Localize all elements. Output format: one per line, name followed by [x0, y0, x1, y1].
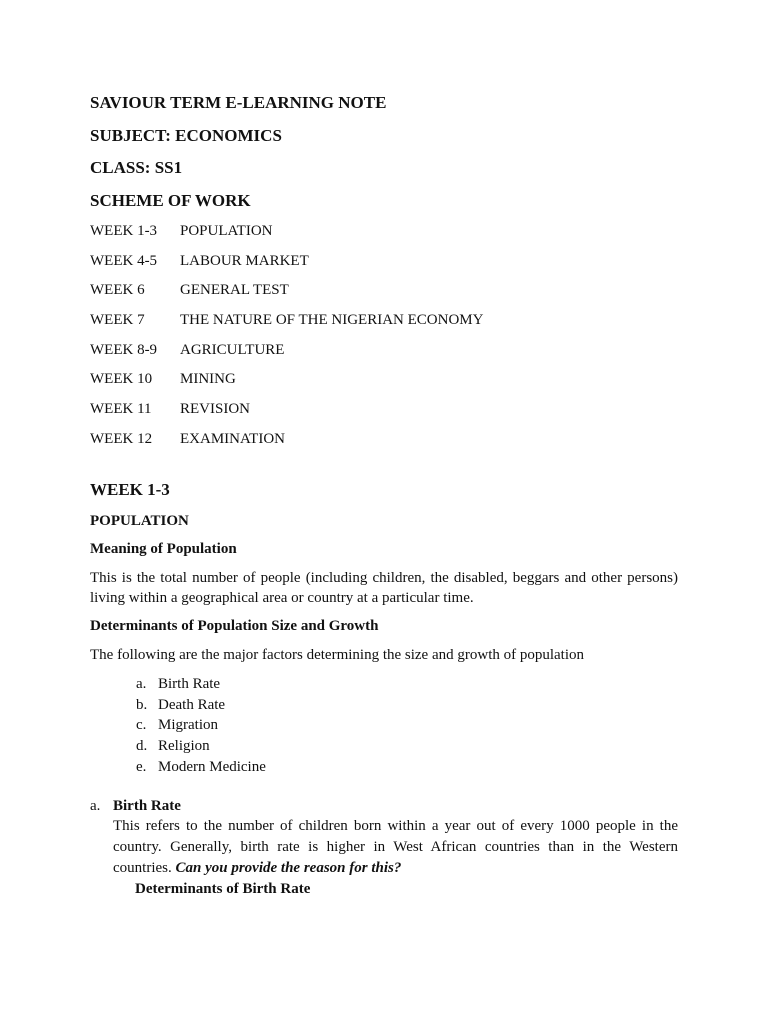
scheme-week: WEEK 4-5	[90, 252, 158, 269]
scheme-week: WEEK 10	[90, 371, 153, 388]
scheme-topic: POPULATION	[180, 223, 273, 239]
note-title: SAVIOUR TERM E-LEARNING NOTE	[90, 93, 387, 112]
document-page	[90, 90, 678, 899]
scheme-week: WEEK 7	[90, 312, 145, 329]
scheme-week: WEEK 8-9	[90, 341, 158, 358]
list-item	[136, 715, 678, 736]
scheme-topic: GENERAL TEST	[180, 282, 289, 299]
class-line: CLASS: SS1	[90, 158, 183, 177]
birth-rate-heading: Birth Rate	[113, 798, 181, 815]
birth-rate-text: This refers to the number of children born within a year out of every 1000 people in the country. Generally, birth rate is higher in West African countries than in the Western countries.	[113, 818, 678, 877]
scheme-row	[90, 252, 678, 270]
scheme-row	[90, 400, 678, 418]
scheme-week: WEEK 12	[90, 430, 153, 447]
scheme-topic: MINING	[180, 371, 236, 388]
list-item	[136, 736, 678, 757]
scheme-topic: REVISION	[180, 401, 250, 418]
scheme-title: SCHEME OF WORK	[90, 191, 251, 210]
scheme-row	[90, 370, 678, 388]
scheme-of-work-list	[90, 222, 678, 448]
list-item-label: Birth Rate	[158, 675, 221, 692]
section-body	[113, 796, 678, 899]
scheme-row	[90, 311, 678, 329]
meaning-heading: Meaning of Population	[90, 540, 237, 557]
birth-rate-determinants-heading: Determinants of Birth Rate	[135, 881, 311, 898]
list-marker: b.	[136, 696, 148, 713]
birth-rate-section	[90, 796, 678, 899]
list-item-label: Death Rate	[158, 696, 226, 713]
week-heading: WEEK 1-3	[90, 479, 170, 499]
scheme-row	[90, 281, 678, 299]
subject-line: SUBJECT: ECONOMICS	[90, 126, 282, 145]
scheme-week: WEEK 6	[90, 282, 145, 299]
meaning-paragraph: This is the total number of people (including children, the disabled, beggars and other persons) living within a geographical area or country at a particular time.	[90, 569, 678, 606]
list-item	[136, 695, 678, 716]
scheme-row	[90, 341, 678, 359]
determinants-heading: Determinants of Population Size and Growth	[90, 617, 379, 634]
list-item-label: Migration	[158, 717, 218, 734]
scheme-topic: AGRICULTURE	[180, 341, 285, 358]
determinants-intro: The following are the major factors determining the size and growth of population	[90, 646, 585, 663]
scheme-topic: LABOUR MARKET	[180, 252, 309, 269]
scheme-row	[90, 222, 678, 240]
scheme-topic: EXAMINATION	[180, 430, 285, 447]
list-marker: d.	[136, 737, 148, 754]
section-marker: a.	[90, 798, 101, 815]
scheme-week: WEEK 1-3	[90, 223, 158, 239]
list-marker: e.	[136, 758, 147, 775]
list-item-label: Modern Medicine	[158, 758, 266, 775]
list-item-label: Religion	[158, 737, 210, 754]
list-item	[136, 757, 678, 778]
birth-rate-paragraph	[113, 816, 678, 879]
scheme-topic: THE NATURE OF THE NIGERIAN ECONOMY	[180, 312, 484, 329]
list-item	[136, 674, 678, 695]
topic-title: POPULATION	[90, 512, 189, 529]
list-marker: a.	[136, 675, 147, 692]
scheme-week: WEEK 11	[90, 401, 152, 418]
birth-rate-question: Can you provide the reason for this?	[175, 860, 402, 877]
list-marker: c.	[136, 717, 147, 734]
factor-list	[90, 674, 678, 778]
scheme-row	[90, 430, 678, 448]
